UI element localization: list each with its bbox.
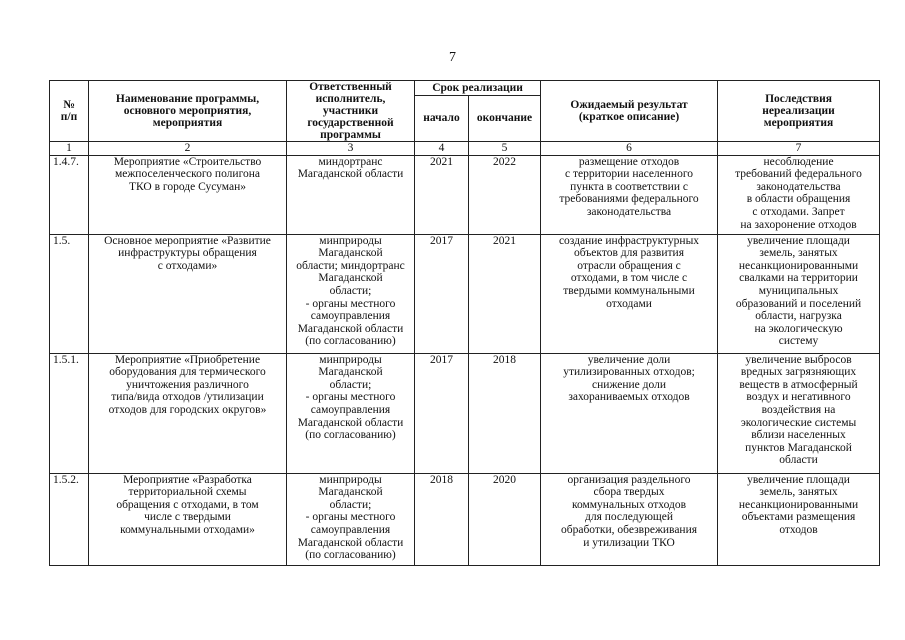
column-number: 5 bbox=[469, 142, 541, 156]
row-result: размещение отходов с территории населенного пункта в соответствии с требованиями федерального законодательства bbox=[541, 155, 718, 234]
row-consequences: увеличение площади земель, занятых несанкционированными свалками на территории муниципальных образований и поселений области, нагрузка на экологическую систему bbox=[718, 234, 880, 353]
row-executor: минприроды Магаданской области; - органы местного самоуправления Магаданской области (по согласованию) bbox=[287, 473, 415, 565]
header-period: Срок реализации bbox=[415, 81, 541, 96]
row-consequences: увеличение выбросов вредных загрязняющих веществ в атмосферный воздух и негативного воздействия на экологические системы вблизи населенных пунктов Магаданской области bbox=[718, 353, 880, 473]
table-row bbox=[50, 473, 880, 565]
column-number: 3 bbox=[287, 142, 415, 156]
header-name: Наименование программы, основного мероприятия, мероприятия bbox=[89, 81, 287, 142]
table-row bbox=[50, 155, 880, 234]
header-start: начало bbox=[415, 95, 469, 141]
row-start: 2017 bbox=[415, 234, 469, 353]
header-result: Ожидаемый результат (краткое описание) bbox=[541, 81, 718, 142]
row-end: 2018 bbox=[469, 353, 541, 473]
row-executor: минприроды Магаданской области; миндортранс Магаданской области; - органы местного самоуправления Магаданской области (по согласованию) bbox=[287, 234, 415, 353]
column-number: 6 bbox=[541, 142, 718, 156]
row-executor: минприроды Магаданской области; - органы местного самоуправления Магаданской области (по согласованию) bbox=[287, 353, 415, 473]
row-num: 1.5.1. bbox=[50, 353, 89, 473]
page-number: 7 bbox=[449, 50, 456, 65]
table-header bbox=[50, 81, 880, 156]
row-end: 2021 bbox=[469, 234, 541, 353]
row-name: Мероприятие «Строительство межпоселенческого полигона ТКО в городе Сусуман» bbox=[89, 155, 287, 234]
row-num: 1.5. bbox=[50, 234, 89, 353]
row-num: 1.4.7. bbox=[50, 155, 89, 234]
column-number: 1 bbox=[50, 142, 89, 156]
header-executor: Ответственный исполнитель, участники государственной программы bbox=[287, 81, 415, 142]
header-consequences: Последствия нереализации мероприятия bbox=[718, 81, 880, 142]
row-name: Основное мероприятие «Развитие инфраструктуры обращения с отходами» bbox=[89, 234, 287, 353]
row-result: увеличение доли утилизированных отходов; снижение доли захораниваемых отходов bbox=[541, 353, 718, 473]
row-executor: миндортранс Магаданской области bbox=[287, 155, 415, 234]
column-number: 4 bbox=[415, 142, 469, 156]
row-name: Мероприятие «Приобретение оборудования для термического уничтожения различного типа/вида отходов /утилизации отходов для городских округов» bbox=[89, 353, 287, 473]
row-start: 2021 bbox=[415, 155, 469, 234]
header-num: № п/п bbox=[50, 81, 89, 142]
header-end: окончание bbox=[469, 95, 541, 141]
row-name: Мероприятие «Разработка территориальной схемы обращения с отходами, в том числе с твердыми коммунальными отходами» bbox=[89, 473, 287, 565]
row-end: 2020 bbox=[469, 473, 541, 565]
row-start: 2018 bbox=[415, 473, 469, 565]
table-row bbox=[50, 234, 880, 353]
table-row bbox=[50, 353, 880, 473]
column-number-row bbox=[50, 142, 880, 156]
column-number: 2 bbox=[89, 142, 287, 156]
row-consequences: увеличение площади земель, занятых несанкционированными объектами размещения отходов bbox=[718, 473, 880, 565]
program-table bbox=[49, 80, 880, 566]
row-result: создание инфраструктурных объектов для развития отрасли обращения с отходами, в том числе с твердыми коммунальными отходами bbox=[541, 234, 718, 353]
row-end: 2022 bbox=[469, 155, 541, 234]
row-start: 2017 bbox=[415, 353, 469, 473]
row-num: 1.5.2. bbox=[50, 473, 89, 565]
row-result: организация раздельного сбора твердых коммунальных отходов для последующей обработки, обезвреживания и утилизации ТКО bbox=[541, 473, 718, 565]
column-number: 7 bbox=[718, 142, 880, 156]
row-consequences: несоблюдение требований федерального законодательства в области обращения с отходами. Запрет на захоронение отходов bbox=[718, 155, 880, 234]
